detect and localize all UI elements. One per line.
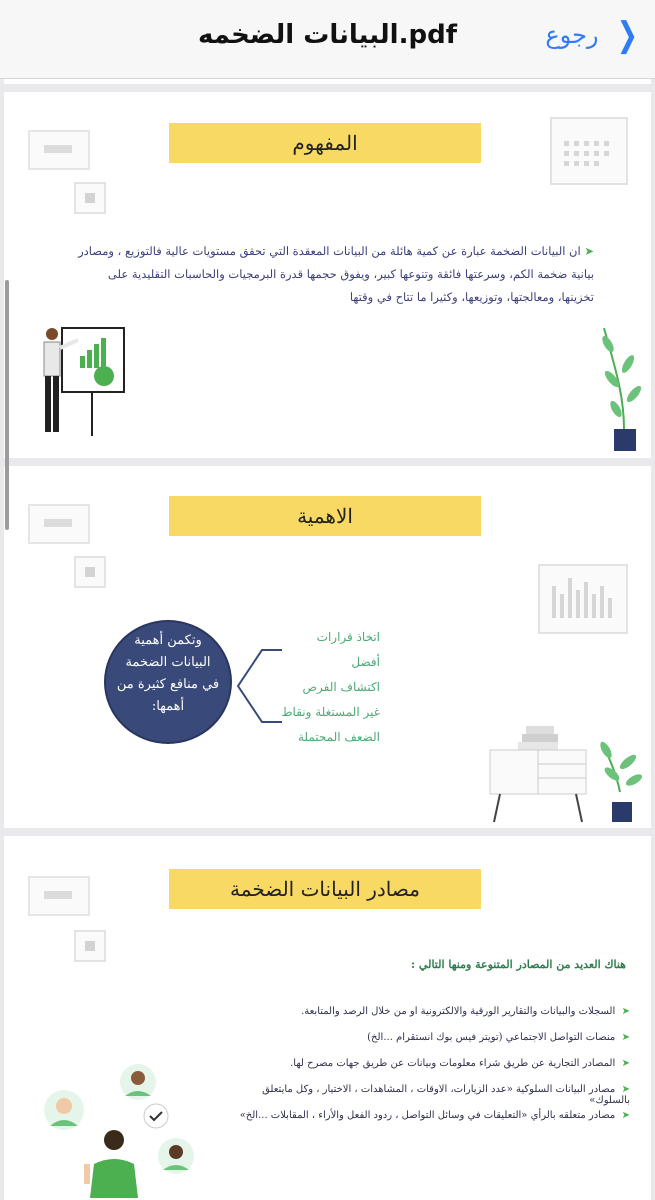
circle-line: البيانات الضخمة <box>125 655 211 670</box>
concept-paragraph <box>34 240 594 309</box>
importance-circle <box>104 620 232 744</box>
list-item: الضعف المحتملة <box>297 730 380 744</box>
list-item: ➤ منصات التواصل الاجتماعي (تويتر فيس بوك انستقرام ...الخ) <box>367 1032 630 1043</box>
back-label: رجوع <box>545 21 599 49</box>
slide-concept <box>4 92 651 458</box>
tv-decoration <box>28 876 90 916</box>
document-title: البيانات الضخمه.pdf <box>197 20 458 50</box>
frame-decoration <box>74 182 106 214</box>
tv-decoration <box>28 130 90 170</box>
benefits-list <box>270 625 380 750</box>
list-item: ➤ مصادر البيانات السلوكية «عدد الزيارات، الاوقات ، المشاهدات ، الاختيار ، وكل مايتعلق بالسلوك» <box>262 1084 630 1106</box>
chevron-right-icon: ❯ <box>616 15 638 55</box>
list-item: اكتشاف الفرص <box>302 680 380 694</box>
list-item: ➤ السجلات والبيانات والتقارير الورقية والالكترونية او من خلال الرصد والمتابعة. <box>301 1006 630 1017</box>
check-icon: ➤ <box>615 1110 630 1121</box>
back-button[interactable] <box>545 15 641 55</box>
nav-bar <box>0 0 655 79</box>
calendar-icon <box>550 117 628 185</box>
furniture-illustration <box>486 722 646 826</box>
tv-decoration <box>28 504 90 544</box>
presenter-illustration <box>32 324 132 440</box>
people-illustration <box>38 1060 198 1200</box>
check-icon: ➤ <box>580 244 594 258</box>
paragraph-line: تخزينها، ومعالجتها، وتوزيعها، وكثيرا ما تتاح في وقتها <box>349 290 594 304</box>
paragraph-line: ➤ ان البيانات الضخمة عبارة عن كمية هائلة من البيانات المعقدة التي تحقق مستويات عالية فالتوزيع ، ومصادر <box>78 244 594 258</box>
scrollbar[interactable] <box>5 280 9 530</box>
slide-title: المفهوم <box>169 123 481 163</box>
check-icon: ➤ <box>615 1006 630 1017</box>
list-item: ➤ مصادر متعلقه بالرأي «التعليقات في وسائل التواصل ، ردود الفعل والأراء ، المقابلات ...الخ» <box>239 1110 630 1121</box>
list-item: ➤ المصادر التجارية عن طريق شراء معلومات وبيانات عن طريق جهات مصرح لها. <box>290 1058 630 1069</box>
list-item: أفضل <box>351 655 380 669</box>
paragraph-line: بيانية ضخمة الكم، وسرعتها فائقة وتنوعها كبير، ويفوق حجمها قدرة البرمجيات والحاسبات التقليدية على <box>107 267 594 281</box>
slide-title: مصادر البيانات الضخمة <box>169 869 481 909</box>
check-icon: ➤ <box>615 1058 630 1069</box>
circle-line: أهمها: <box>151 699 185 714</box>
circle-line: وتكمن أهمية <box>134 633 202 648</box>
slide-title: الاهمية <box>169 496 481 536</box>
sources-list <box>230 1006 630 1136</box>
check-icon: ➤ <box>615 1032 630 1043</box>
plant-illustration <box>594 324 646 452</box>
frame-decoration <box>74 556 106 588</box>
circle-line: في منافع كثيرة من <box>116 677 220 692</box>
check-icon: ➤ <box>615 1084 630 1095</box>
list-item: اتخاذ قرارات <box>316 630 380 644</box>
frame-decoration <box>74 930 106 962</box>
chart-decoration <box>538 564 628 634</box>
sources-intro: هناك العديد من المصادر المتنوعة ومنها التالي : <box>411 958 626 971</box>
list-item: غير المستغلة ونقاط <box>281 705 380 719</box>
